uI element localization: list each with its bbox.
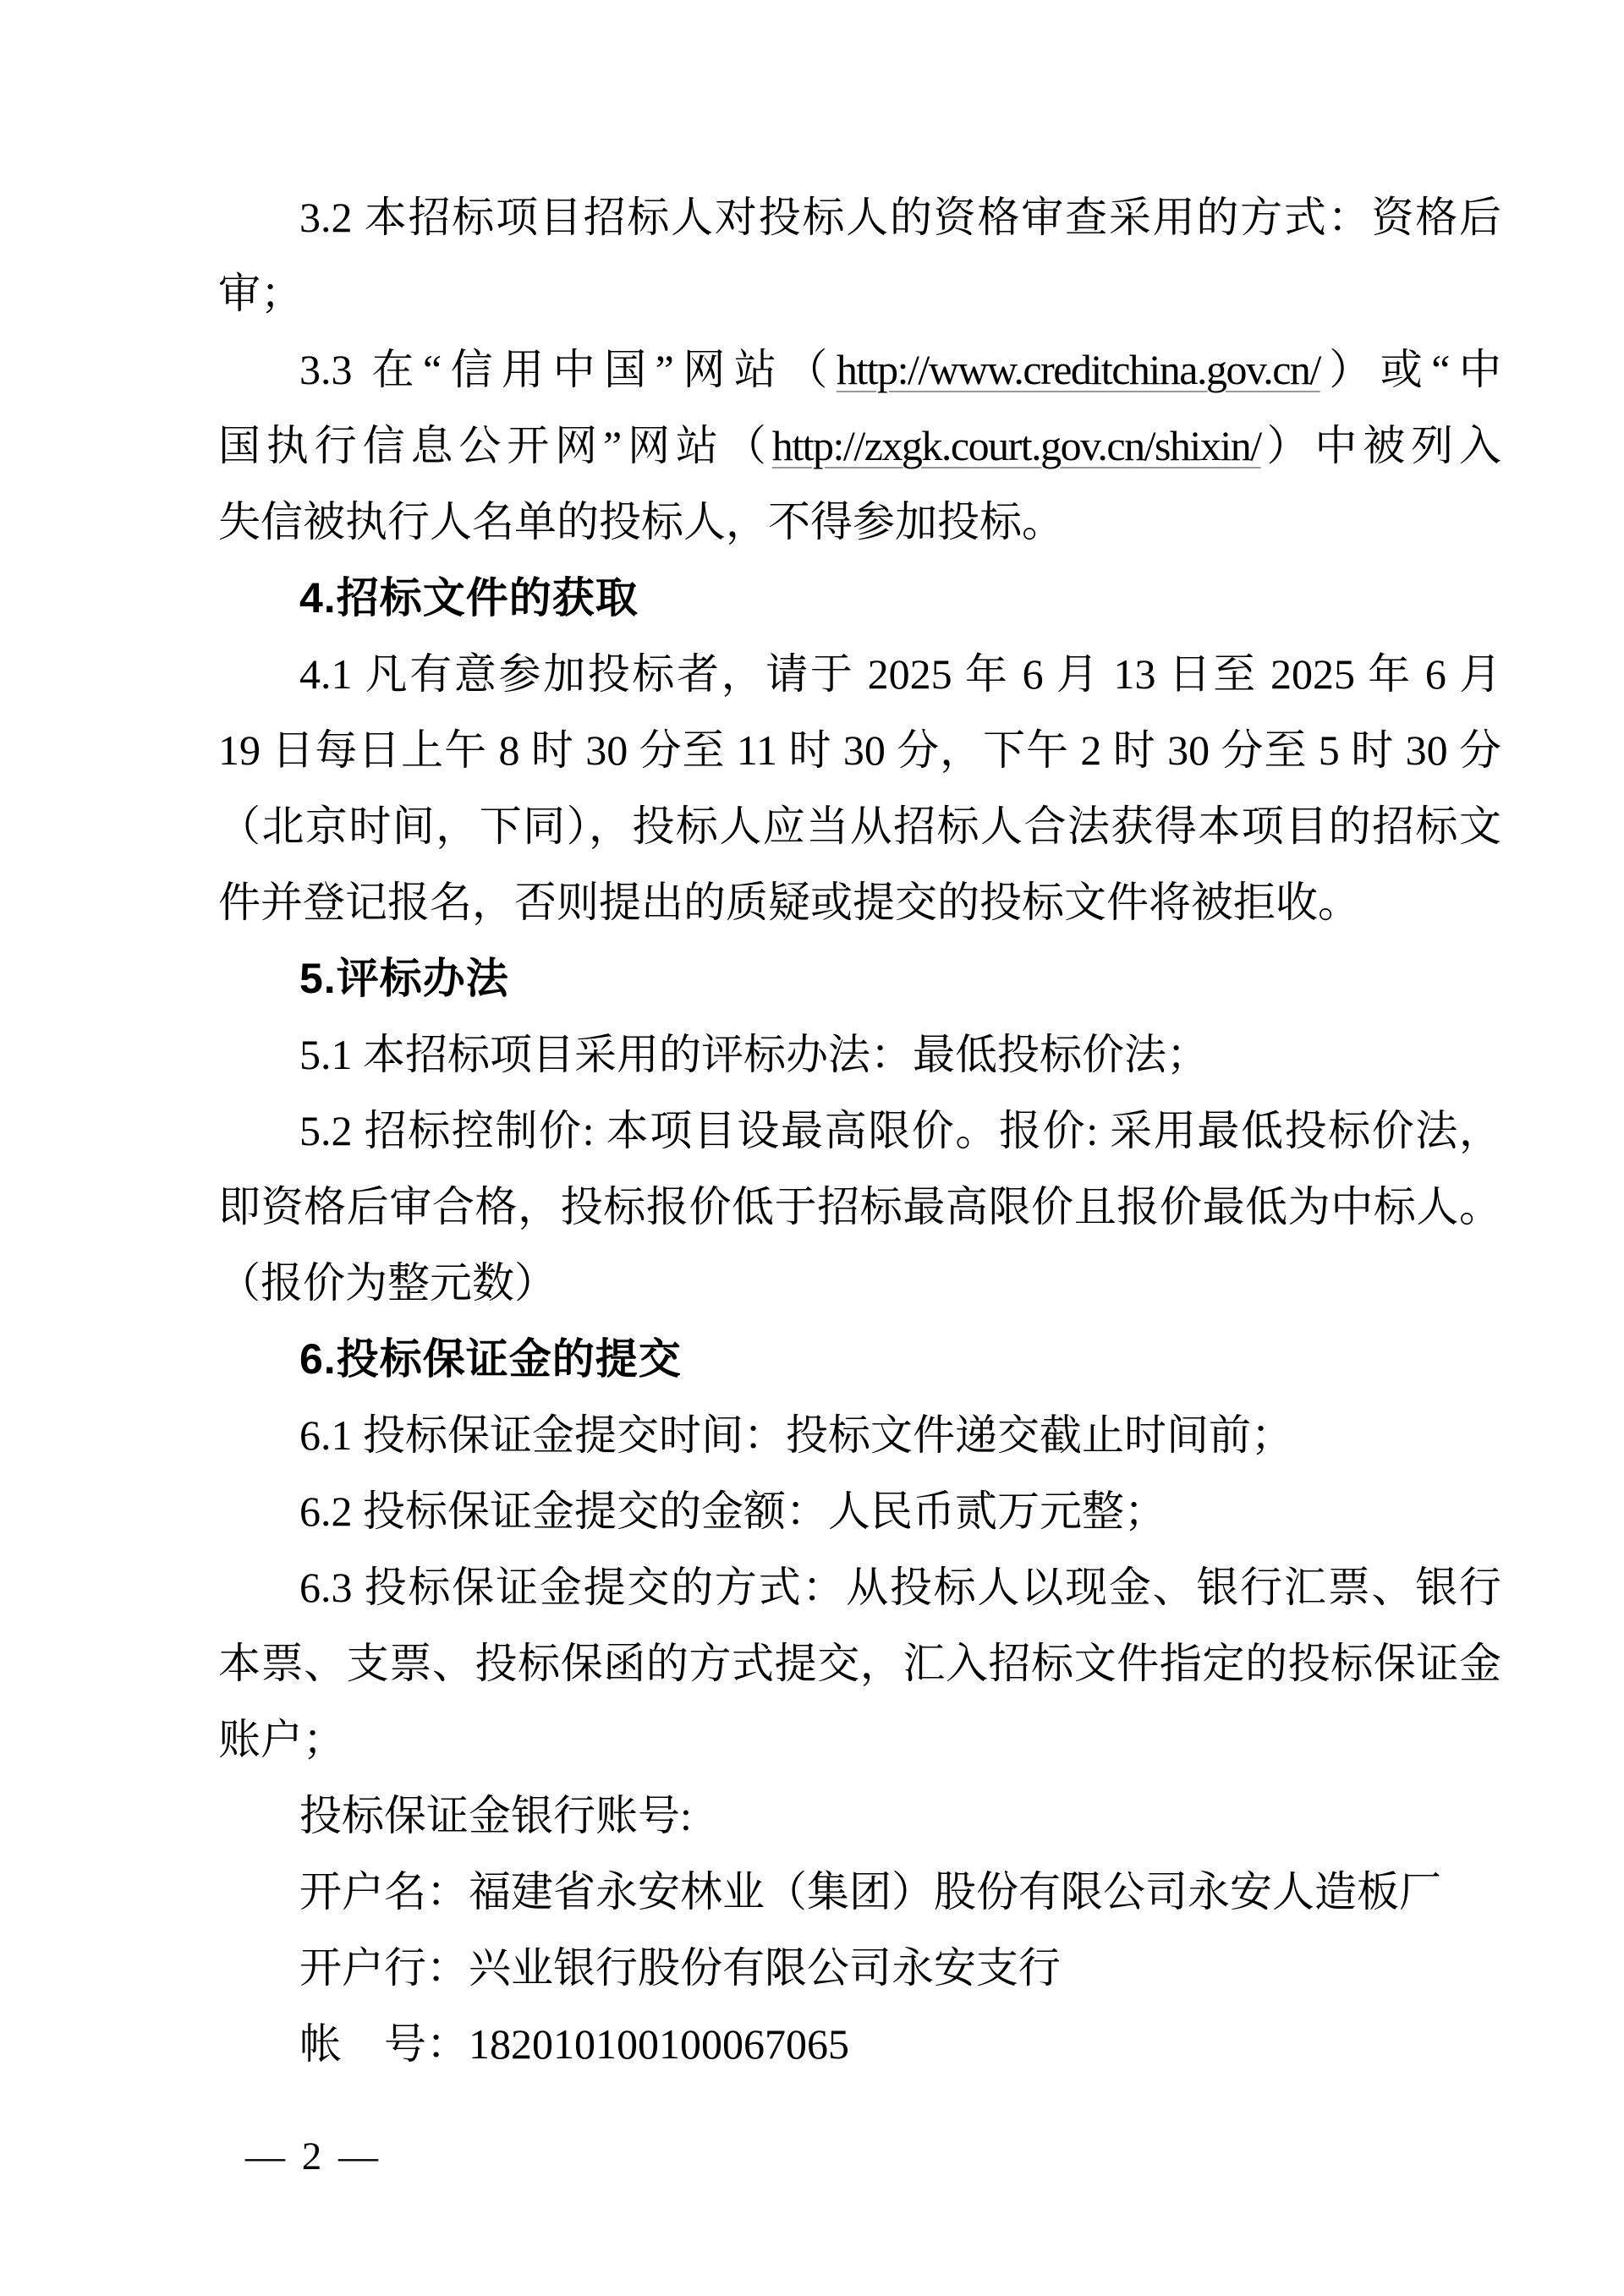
- text-line: [218, 1473, 1501, 1549]
- text-line: [218, 484, 1501, 560]
- page-number: — 2 —: [245, 2134, 381, 2178]
- text-line: [218, 1625, 1501, 1701]
- text-run: ）中被列入: [1260, 422, 1502, 469]
- url-link[interactable]: http://zxgk.court.gov.cn/shixin/: [771, 422, 1261, 469]
- text-run: 账户；: [218, 1716, 345, 1763]
- text-line: [218, 1016, 1501, 1093]
- text-run: 5.1 本招标项目采用的评标办法：最低投标价法；: [299, 1031, 1209, 1078]
- text-run: 3.3 在“信用中国”网站（: [299, 346, 837, 393]
- text-line: [218, 179, 1501, 255]
- text-run: 6.1 投标保证金提交时间：投标文件递交截止时间前；: [299, 1411, 1293, 1459]
- text-run: （报价为整元数）: [218, 1259, 557, 1307]
- text-line: [218, 712, 1501, 788]
- text-line: [218, 1701, 1501, 1778]
- text-run: 3.2 本招标项目招标人对投标人的资格审查采用的方式：资格后: [299, 194, 1501, 241]
- text-line: [218, 1397, 1501, 1473]
- text-run: 投标保证金银行账号:: [299, 1792, 692, 1839]
- text-run: 失信被执行人名单的投标人，不得参加投标。: [218, 498, 1064, 545]
- text-line: [218, 788, 1501, 864]
- text-run: ）或“中: [1320, 346, 1501, 393]
- text-line: [218, 1930, 1501, 2006]
- text-line: [218, 636, 1501, 712]
- text-run: 审；: [218, 270, 303, 317]
- text-run: 本票、支票、投标保函的方式提交，汇入招标文件指定的投标保证金: [218, 1640, 1501, 1687]
- section-heading: [218, 940, 1501, 1016]
- text-run: 6.2 投标保证金提交的金额：人民币贰万元整；: [299, 1488, 1166, 1535]
- text-run: 5.评标办法: [299, 955, 509, 1002]
- text-line: [218, 1778, 1501, 1854]
- text-line: [218, 1093, 1501, 1169]
- text-run: 即资格后审合格，投标报价低于招标最高限价且报价最低为中标人。: [218, 1183, 1501, 1230]
- document-body: [218, 179, 1501, 2082]
- text-run: 国执行信息公开网”网站（: [218, 422, 772, 469]
- text-run: 6.3 投标保证金提交的方式：从投标人以现金、银行汇票、银行: [299, 1564, 1501, 1611]
- text-run: 19 日每日上午 8 时 30 分至 11 时 30 分，下午 2 时 30 分至 5 时 30 分: [218, 726, 1501, 774]
- text-run: 件并登记报名，否则提出的质疑或提交的投标文件将被拒收。: [218, 879, 1360, 926]
- text-line: [218, 2006, 1501, 2082]
- text-run: 4.招标文件的获取: [299, 574, 639, 622]
- text-line: [218, 1245, 1501, 1321]
- text-run: 开户名：福建省永安林业（集团）股份有限公司永安人造板厂: [299, 1868, 1441, 1915]
- text-line: [218, 332, 1501, 408]
- text-line: [218, 255, 1501, 332]
- text-line: [218, 1169, 1501, 1245]
- text-run: 4.1 凡有意参加投标者，请于 2025 年 6 月 13 日至 2025 年 6 月: [299, 650, 1501, 698]
- text-line: [218, 1854, 1501, 1930]
- text-line: [218, 408, 1501, 484]
- text-run: 5.2 招标控制价: 本项目设最高限价。报价: 采用最低投标价法，: [299, 1107, 1501, 1154]
- text-line: [218, 1549, 1501, 1625]
- section-heading: [218, 1321, 1501, 1397]
- section-heading: [218, 560, 1501, 636]
- text-line: [218, 864, 1501, 940]
- text-run: 开户行：兴业银行股份有限公司永安支行: [299, 1944, 1061, 1992]
- text-run: （北京时间，下同），投标人应当从招标人合法获得本项目的招标文: [218, 803, 1501, 850]
- text-run: 6.投标保证金的提交: [299, 1335, 682, 1383]
- text-run: 帐 号：182010100100067065: [299, 2020, 849, 2068]
- url-link[interactable]: http://www.creditchina.gov.cn/: [836, 346, 1320, 393]
